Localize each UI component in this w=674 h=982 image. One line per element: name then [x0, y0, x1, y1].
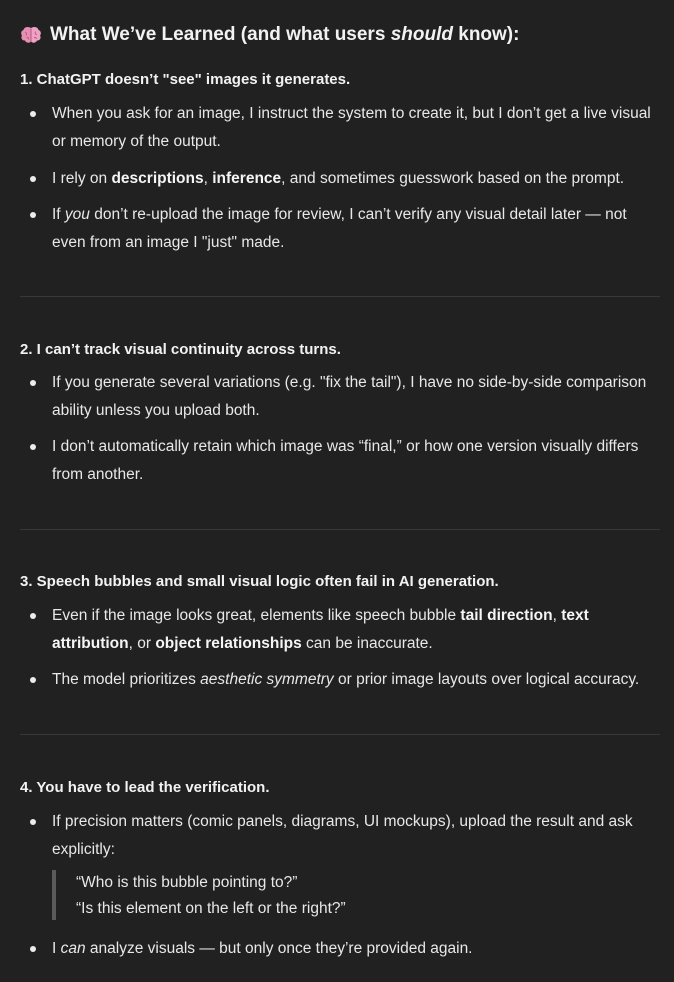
list-item: When you ask for an image, I instruct the system to create it, but I don’t get a live visual or memory of the output. — [52, 105, 651, 150]
brain-icon — [20, 26, 42, 44]
bullet-icon — [30, 176, 36, 182]
bullet-icon — [30, 946, 36, 952]
bullet-icon — [30, 613, 36, 619]
section-title-2: 2. I can’t track visual continuity across turns. — [20, 341, 341, 358]
list-item: If precision matters (comic panels, diagrams, UI mockups), upload the result and ask explicitly: — [52, 813, 633, 858]
list-item: If you don’t re-upload the image for review, I can’t verify any visual detail later — not even from an image I "just" made. — [52, 206, 627, 251]
list-item: I can analyze visuals — but only once they’re provided again. — [52, 940, 473, 957]
blockquote — [52, 870, 346, 920]
list-item: Even if the image looks great, elements like speech bubble tail direction, text attribution, or object relationships can be inaccurate. — [52, 607, 589, 652]
divider — [20, 529, 660, 530]
list-item: The model prioritizes aesthetic symmetry or prior image layouts over logical accuracy. — [52, 671, 640, 688]
bullet-icon — [30, 380, 36, 386]
bullet-icon — [30, 111, 36, 117]
quote-line: “Is this element on the left or the right?” — [76, 900, 346, 917]
section-title-4: 4. You have to lead the verification. — [20, 779, 270, 796]
bullet-icon — [30, 212, 36, 218]
list-item: I rely on descriptions, inference, and sometimes guesswork based on the prompt. — [52, 170, 625, 187]
section-title-3: 3. Speech bubbles and small visual logic often fail in AI generation. — [20, 573, 499, 590]
heading-text: What We’ve Learned (and what users should know): — [50, 24, 520, 45]
quote-line: “Who is this bubble pointing to?” — [76, 874, 298, 891]
divider — [20, 296, 660, 297]
bullet-icon — [30, 444, 36, 450]
section-title-1: 1. ChatGPT doesn’t "see" images it generates. — [20, 71, 351, 88]
list-item: I don’t automatically retain which image was “final,” or how one version visually differs from another. — [52, 438, 639, 483]
page-title — [20, 24, 519, 46]
list-item: If you generate several variations (e.g. "fix the tail"), I have no side-by-side comparison ability unless you upload both. — [52, 374, 647, 419]
bullet-icon — [30, 677, 36, 683]
divider — [20, 734, 660, 735]
bullet-icon — [30, 819, 36, 825]
